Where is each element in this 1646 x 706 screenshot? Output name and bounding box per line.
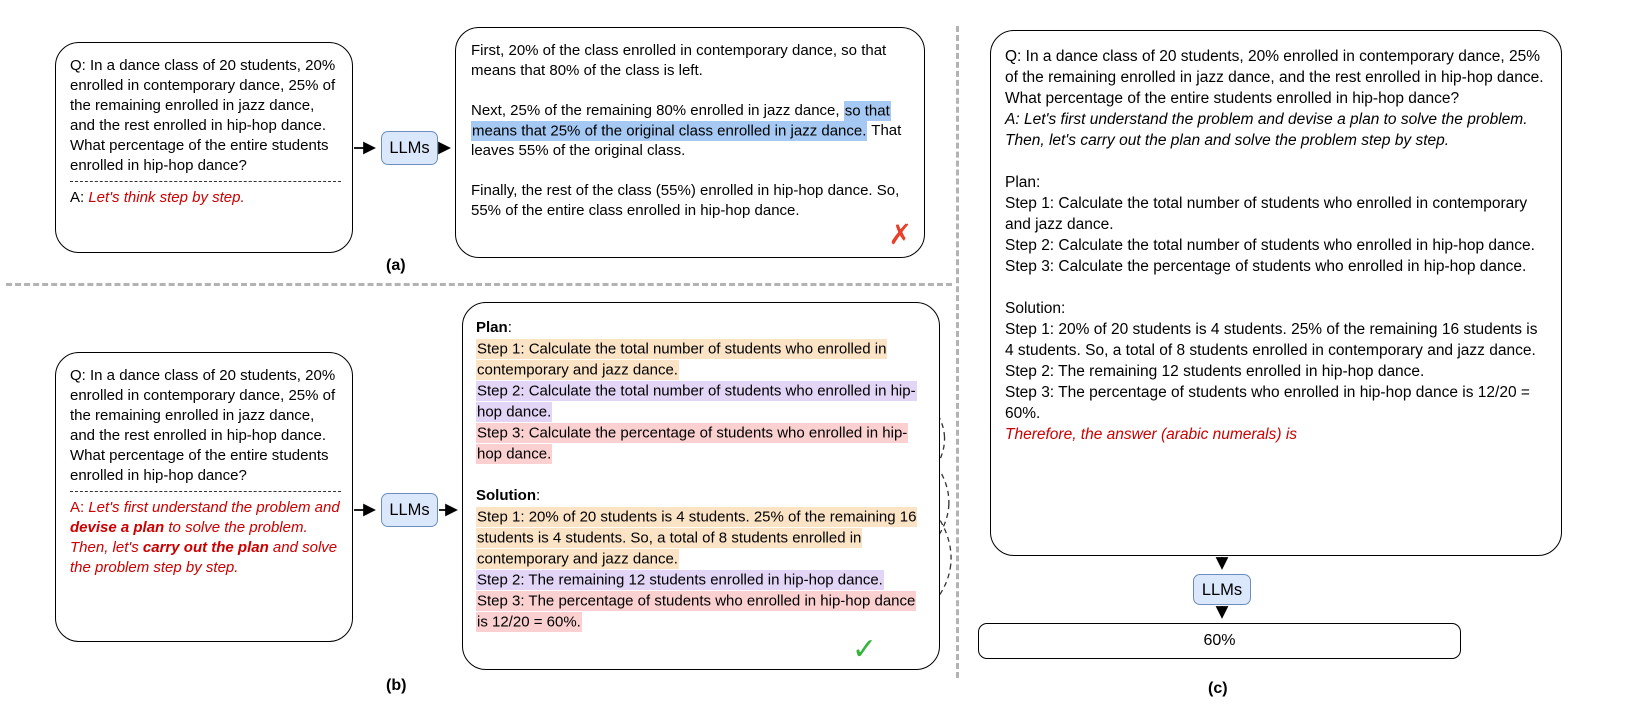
vertical-panel-divider <box>956 26 959 678</box>
panel-a-llms-label: LLMs <box>389 139 430 157</box>
panel-c-llms-box <box>1193 574 1251 605</box>
panel-a-response-paragraph-1: First, 20% of the class enrolled in contemporary dance, so that means that 80% of the class is left. <box>471 42 887 79</box>
panel-a-prompt-box <box>55 42 353 253</box>
panel-b-prompt-box <box>55 352 353 642</box>
panel-b-plan-step-2: Step 2: Calculate the total number of students who enrolled in hip-hop dance. <box>477 382 916 420</box>
panel-b-solution-step-2: Step 2: The remaining 12 students enrolled in hip-hop dance. <box>477 571 883 588</box>
panel-c-full-prompt-box <box>990 30 1562 556</box>
panel-b-question-text: Q: In a dance class of 20 students, 20% enrolled in contemporary dance, 25% of the remaining enrolled in jazz dance, and the rest enrolled in hip-hop dance. What percentage of the entire students enrolled in hip-hop dance? <box>70 367 336 484</box>
panel-a-llms-box <box>381 131 438 165</box>
panel-b-llms-label: LLMs <box>389 501 430 519</box>
panel-a-answer-trigger-text: A: Let's think step by step. <box>70 189 245 206</box>
panel-b-plan-title: Plan: <box>476 319 512 336</box>
panel-b-solution-step-3: Step 3: The percentage of students who enrolled in hip-hop dance is 12/20 = 60%. <box>477 592 916 630</box>
check-icon: ✓ <box>851 633 877 666</box>
panel-a-response-box <box>455 27 925 258</box>
horizontal-panel-divider <box>6 283 952 286</box>
panel-c-llms-label: LLMs <box>1201 580 1243 599</box>
panel-b-prompt-separator <box>70 491 341 492</box>
panel-b-plan-step-1: Step 1: Calculate the total number of students who enrolled in contemporary and jazz dance. <box>477 340 887 378</box>
cross-icon: ✗ <box>888 219 912 250</box>
panel-b-plan-step-3: Step 3: Calculate the percentage of students who enrolled in hip-hop dance. <box>477 424 908 462</box>
panel-b-response-box <box>462 302 940 670</box>
panel-c-final-answer: 60% <box>1203 632 1236 649</box>
panel-c-label: (c) <box>1208 680 1228 697</box>
panel-b-solution-title: Solution: <box>476 487 541 504</box>
panel-c-prompt-text: Q: In a dance class of 20 students, 20% enrolled in contemporary dance, 25% of the remaining enrolled in jazz dance, and the rest enrolled in hip-hop dance. What percentage of the entire students enrolled in hip-hop dance? A: Let's first understand the problem and devise a plan to solve the problem. Then, let's carry out the plan and solve the problem step by step. Plan: Step 1: Calculate the total number of students who enrolled in contemporary and jazz dance. Step 2: Calculate the total number of students who enrolled in hip-hop dance. Step 3: Calculate the percentage of students who enrolled in hip-hop dance. Solution: Step 1: 20% of 20 students is 4 students. 25% of the remaining 16 students is 4 students. So, a total of 8 students enrolled in contemporary and jazz dance. Step 2: The remaining 12 students enrolled in hip-hop dance. Step 3: The percentage of students who enrolled in hip-hop dance is 12/20 = 60%. Therefore, the answer (arabic numerals) is <box>1005 48 1544 443</box>
panel-b-answer-trigger-text: A: Let's first understand the problem and devise a plan to solve the problem. Then, let's carry out the plan and solve the problem step by step. <box>70 499 340 576</box>
panel-a-response-paragraph-2: Next, 25% of the remaining 80% enrolled in jazz dance, so that means that 25% of the original class enrolled in jazz dance. That leaves 55% of the original class. <box>471 102 902 159</box>
panel-b-label: (b) <box>386 677 407 694</box>
panel-a-response-paragraph-3: Finally, the rest of the class (55%) enrolled in hip-hop dance. So, 55% of the entire class enrolled in hip-hop dance. <box>471 182 900 219</box>
panel-b-solution-step-1: Step 1: 20% of 20 students is 4 students. 25% of the remaining 16 students is 4 students. So, a total of 8 students enrolled in contemporary and jazz dance. <box>477 508 917 567</box>
panel-a-question-text: Q: In a dance class of 20 students, 20% enrolled in contemporary dance, 25% of the remaining enrolled in jazz dance, and the rest enrolled in hip-hop dance. What percentage of the entire students enrolled in hip-hop dance? <box>70 57 336 174</box>
panel-a-label: (a) <box>386 257 406 274</box>
panel-b-llms-box <box>381 493 438 527</box>
panel-a-prompt-separator <box>70 181 341 182</box>
panel-c-final-answer-box <box>978 623 1461 659</box>
